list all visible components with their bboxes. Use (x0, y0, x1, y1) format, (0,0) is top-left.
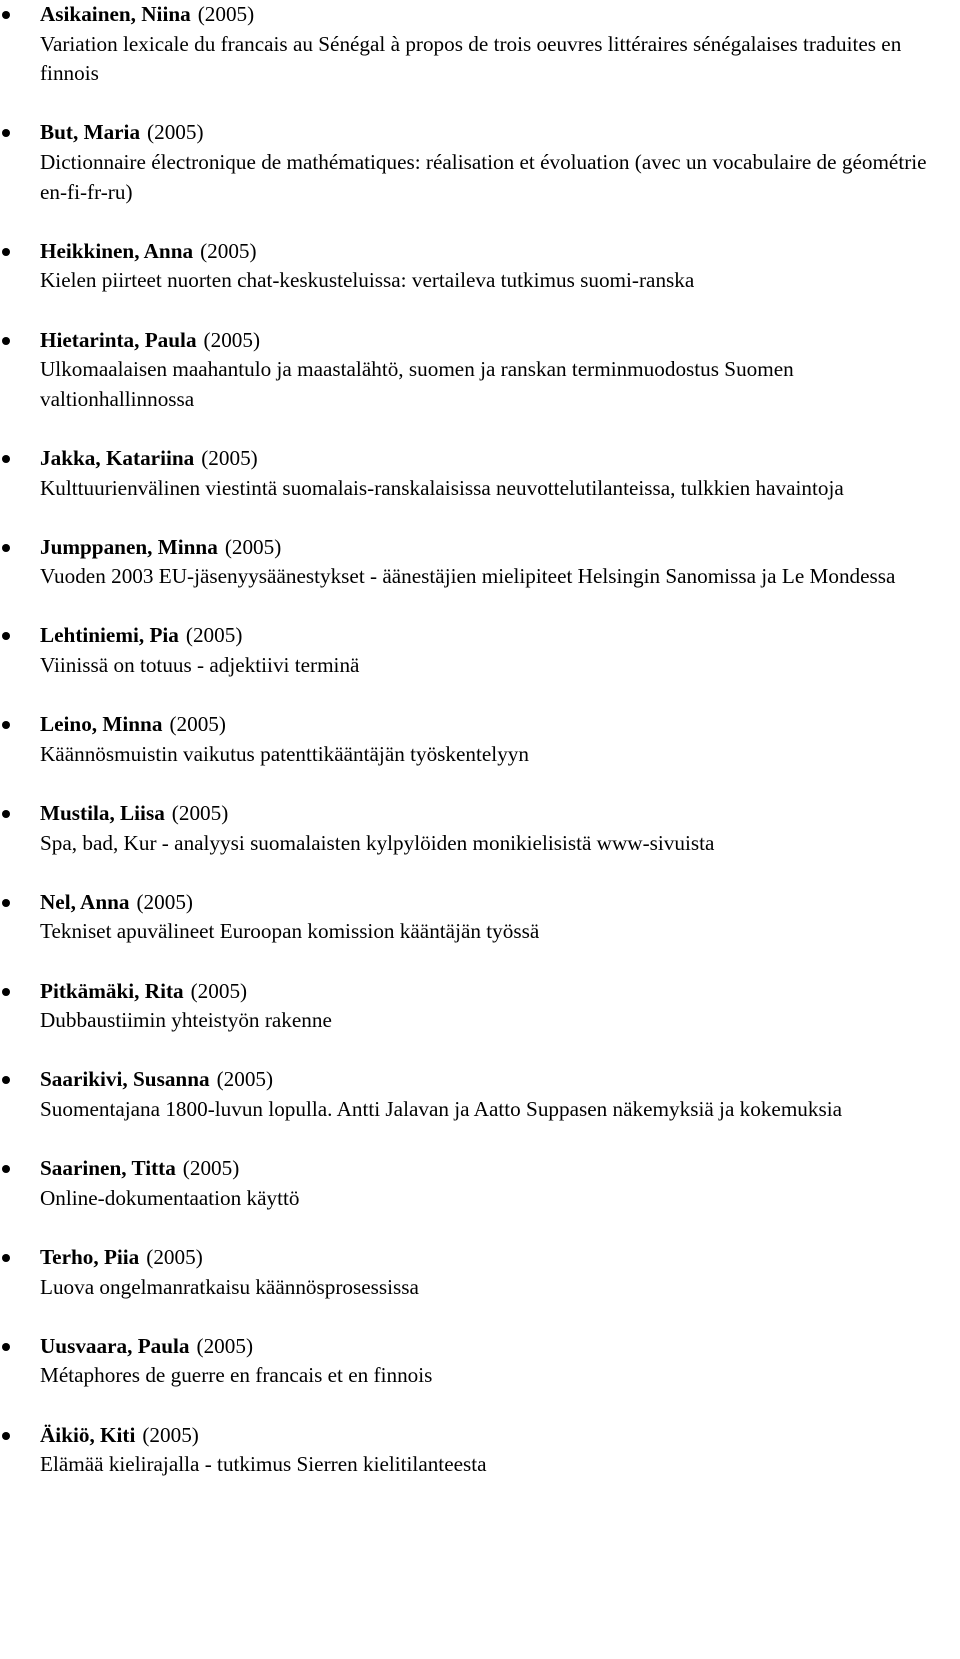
bullet-icon (2, 337, 10, 345)
author-name: Mustila, Liisa (40, 801, 165, 826)
bullet-icon (2, 632, 10, 640)
bullet-icon (2, 988, 10, 996)
thesis-title: Métaphores de guerre en francais et en finnois (40, 1363, 433, 1388)
list-item (0, 326, 960, 415)
author-name: Asikainen, Niina (40, 2, 191, 26)
publication-year: (2005) (200, 238, 257, 263)
list-item (0, 977, 960, 1036)
thesis-title: Kielen piirteet nuorten chat-keskusteluissa: vertaileva tutkimus suomi-ranska (40, 268, 695, 293)
list-item (0, 1243, 960, 1302)
bullet-icon (2, 1165, 10, 1173)
bullet-icon (2, 1254, 10, 1262)
thesis-title: Dictionnaire électronique de mathématiques: réalisation et évoluation (avec un vocabulaire de géométrie en-fi-fr-ru) (40, 149, 927, 204)
author-name: Lehtiniemi, Pia (40, 623, 179, 648)
thesis-title: Vuoden 2003 EU-jäsenyysäänestykset - äänestäjien mielipiteet Helsingin Sanomissa ja Le Mondessa (40, 564, 896, 589)
publication-year: (2005) (203, 327, 261, 352)
thesis-title: Suomentajana 1800-luvun lopulla. Antti Jalavan ja Aatto Suppasen näkemyksiä ja kokemuksia (40, 1096, 843, 1121)
list-item (0, 533, 960, 592)
author-name: Heikkinen, Anna (40, 238, 194, 263)
list-item (0, 1332, 960, 1391)
list-item (0, 0, 960, 89)
publication-year: (2005) (169, 712, 226, 737)
list-item (0, 1154, 960, 1213)
list-item (0, 1421, 960, 1480)
author-name: Leino, Minna (40, 712, 163, 737)
list-item (0, 710, 960, 769)
author-name: Pitkämäki, Rita (40, 978, 184, 1003)
list-item (0, 237, 960, 296)
author-name: Jumppanen, Minna (40, 534, 218, 559)
author-name: Äikiö, Kiti (40, 1422, 136, 1447)
thesis-title: Variation lexicale du francais au Sénégal à propos de trois oeuvres littéraires sénégalaises traduites en finnois (40, 31, 902, 86)
thesis-title: Tekniset apuvälineet Euroopan komission kääntäjän työssä (40, 919, 540, 944)
publication-year: (2005) (197, 2, 255, 26)
publication-year: (2005) (196, 1333, 254, 1358)
bullet-icon (2, 544, 10, 552)
publication-year: (2005) (185, 623, 243, 648)
publication-year: (2005) (147, 120, 204, 145)
list-item (0, 799, 960, 858)
bullet-icon (2, 721, 10, 729)
publication-year: (2005) (171, 801, 229, 826)
thesis-title: Dubbaustiimin yhteistyön rakenne (40, 1008, 332, 1033)
thesis-title: Kulttuurienvälinen viestintä suomalais-ranskalaisissa neuvottelutilanteissa, tulkkien havaintoja (40, 475, 844, 500)
list-item (0, 118, 960, 207)
author-name: Nel, Anna (40, 889, 130, 914)
author-name: Terho, Piia (40, 1244, 140, 1269)
bullet-icon (2, 810, 10, 818)
publication-year: (2005) (201, 445, 258, 470)
bullet-icon (2, 129, 10, 137)
thesis-title: Viinissä on totuus - adjektiivi terminä (40, 653, 360, 678)
publication-year: (2005) (216, 1067, 274, 1092)
list-item (0, 1065, 960, 1124)
publication-year: (2005) (182, 1156, 240, 1181)
publication-year: (2005) (142, 1422, 199, 1447)
author-name: Saarikivi, Susanna (40, 1067, 210, 1092)
author-name: But, Maria (40, 120, 141, 145)
author-name: Saarinen, Titta (40, 1156, 176, 1181)
bullet-icon (2, 1432, 10, 1440)
list-item (0, 621, 960, 680)
author-name: Uusvaara, Paula (40, 1333, 190, 1358)
author-name: Hietarinta, Paula (40, 327, 197, 352)
list-item (0, 444, 960, 503)
thesis-title: Ulkomaalaisen maahantulo ja maastalähtö, suomen ja ranskan terminmuodostus Suomen valtionhallinnossa (40, 357, 794, 411)
thesis-title: Online-dokumentaation käyttö (40, 1185, 300, 1210)
bullet-icon (2, 248, 10, 256)
list-item (0, 888, 960, 947)
publication-year: (2005) (136, 889, 193, 914)
bullet-icon (2, 899, 10, 907)
thesis-title: Luova ongelmanratkaisu käännösprosessissa (40, 1274, 419, 1299)
publication-year: (2005) (190, 978, 248, 1003)
thesis-title: Spa, bad, Kur - analyysi suomalaisten kylpylöiden monikielisistä www-sivuista (40, 830, 715, 855)
thesis-title: Käännösmuistin vaikutus patenttikääntäjän työskentelyyn (40, 741, 529, 766)
bullet-icon (2, 11, 10, 19)
bullet-icon (2, 1343, 10, 1351)
author-name: Jakka, Katariina (40, 445, 195, 470)
thesis-title: Elämää kielirajalla - tutkimus Sierren kielitilanteesta (40, 1452, 487, 1477)
bullet-icon (2, 1076, 10, 1084)
bullet-icon (2, 455, 10, 463)
publication-year: (2005) (146, 1244, 203, 1269)
publication-year: (2005) (224, 534, 282, 559)
